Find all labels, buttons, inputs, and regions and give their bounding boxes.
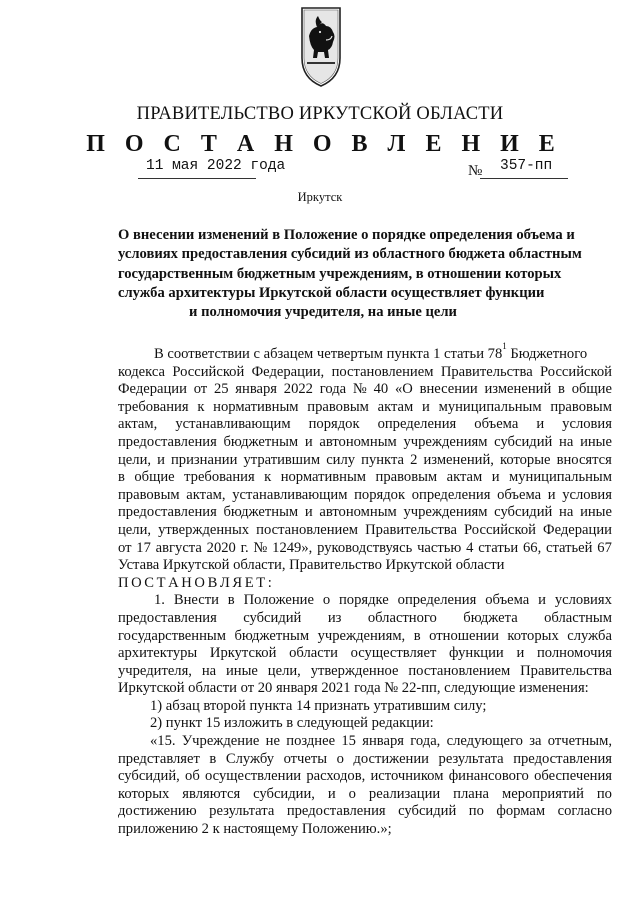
word: внесении <box>419 381 478 398</box>
word: плана <box>453 785 490 802</box>
paragraph-line <box>118 628 612 646</box>
word: и <box>538 592 546 609</box>
word: 2022 <box>283 381 313 398</box>
word: Иркутской <box>209 645 277 662</box>
paragraph-line <box>118 645 612 663</box>
word: Л <box>219 574 233 591</box>
word: утратившим <box>243 451 321 468</box>
word: порядок <box>354 486 406 503</box>
word: отчеты <box>283 750 328 767</box>
paragraph-line <box>118 733 612 751</box>
word: к <box>264 469 272 486</box>
word: актам, <box>186 486 226 503</box>
word: года <box>319 381 347 398</box>
word: 2020 <box>206 539 236 556</box>
document-type-title: П О С Т А Н О В Л Е Н И Е <box>86 131 562 157</box>
word: об <box>185 768 200 785</box>
word: и <box>536 416 545 433</box>
paragraph-line <box>118 399 612 417</box>
word: Н <box>181 574 195 591</box>
word: января <box>362 733 404 750</box>
paragraph-line <box>118 592 612 610</box>
paragraph-line <box>118 452 612 470</box>
list-item: 1) абзац второй пункта 14 признать утратившим силу; <box>150 697 487 714</box>
document-date: 11 мая 2022 года <box>146 158 286 174</box>
word: 4 <box>466 539 474 556</box>
word: о <box>322 592 331 609</box>
word: Службу <box>225 750 275 767</box>
word: А <box>168 574 182 591</box>
word: Правительства <box>440 363 533 380</box>
paragraph-line <box>118 416 612 434</box>
word: пункта <box>361 451 404 468</box>
word: Российской <box>464 521 536 538</box>
paragraph-line <box>118 504 612 522</box>
word: Я <box>232 574 245 591</box>
word: предоставления <box>118 609 217 626</box>
word: финансового <box>448 768 529 785</box>
word: нормативным <box>213 398 299 415</box>
word: Т <box>156 574 169 591</box>
word: по <box>596 785 612 802</box>
title-line: условиях предоставления субсидий из областного бюджета областным <box>118 246 582 263</box>
word: 40 <box>373 381 389 398</box>
word: бюджетным <box>223 504 299 521</box>
word: в <box>413 627 421 644</box>
word: условия <box>562 416 612 433</box>
word: постановлением <box>256 521 359 538</box>
word: г. <box>240 539 249 556</box>
word: функции <box>449 645 504 662</box>
paragraph-line <box>118 663 612 681</box>
superscript: 1 <box>502 341 507 351</box>
word: в <box>118 469 125 486</box>
word: 2 <box>410 451 418 468</box>
word: источником <box>370 768 444 785</box>
word: устанавливающим <box>175 416 291 433</box>
word: Федерации <box>118 381 187 398</box>
word: нормативным <box>280 469 367 486</box>
word: согласно <box>557 803 612 820</box>
word: позднее <box>286 733 336 750</box>
word: 15 <box>341 733 356 750</box>
paragraph-line <box>118 469 612 487</box>
word: объема <box>474 416 519 433</box>
government-name: ПРАВИТЕЛЬСТВО ИРКУТСКОЙ ОБЛАСТИ <box>136 104 504 124</box>
word: которых <box>507 627 559 644</box>
word: силу <box>326 451 356 468</box>
word: в <box>209 750 217 767</box>
word: к <box>197 398 205 415</box>
word: постановлением <box>331 363 434 380</box>
word: утвержденное <box>310 662 399 679</box>
word: «15. <box>150 733 176 750</box>
paragraph-line: приложению 2 к настоящему Положению.»; <box>118 821 392 838</box>
word: областного <box>367 609 437 626</box>
paragraph-line: В соответствии с абзацем четвертым пункта 1 статьи 78 1 Бюджетного <box>154 341 588 362</box>
word: изменений <box>484 381 552 398</box>
word: государственным <box>118 627 226 644</box>
number-underline <box>480 178 568 179</box>
word: О <box>131 574 145 591</box>
word: устанавливающим <box>232 486 348 503</box>
word: порядок <box>308 416 360 433</box>
word: Правительства <box>520 662 612 679</box>
title-line: служба архитектуры Иркутской области осуществляет функции <box>118 284 545 301</box>
word: достижению <box>118 803 197 820</box>
word: 1249», <box>272 539 313 556</box>
word: определения <box>397 592 477 609</box>
word: бюджета <box>463 609 518 626</box>
word: правовым <box>307 398 369 415</box>
document-number: 357-пп <box>500 158 553 174</box>
word: отношении <box>429 627 499 644</box>
word: утвержденных <box>158 521 250 538</box>
paragraph-line <box>118 434 612 452</box>
word: предоставления <box>513 750 612 767</box>
word: результата <box>209 803 275 820</box>
word: П <box>118 574 132 591</box>
paragraph-line <box>118 487 612 505</box>
paragraph-line <box>118 522 612 540</box>
word: Правительства <box>365 521 457 538</box>
word: предоставления <box>286 803 386 820</box>
word: статьи <box>478 539 519 556</box>
word: определения <box>377 416 457 433</box>
word: признании <box>171 451 238 468</box>
word: о <box>348 785 356 802</box>
word: учредителя, <box>118 662 192 679</box>
word: бюджетным <box>234 627 310 644</box>
word: формам <box>496 803 546 820</box>
word: на <box>559 433 574 450</box>
word: 66, <box>522 539 542 556</box>
title-line: и полномочия учредителя, на иные цели <box>189 304 457 321</box>
number-sign: № <box>468 163 483 179</box>
word: учреждениям <box>403 433 488 450</box>
word: архитектуры <box>118 645 198 662</box>
date-underline <box>138 178 256 179</box>
word: расходов, <box>306 768 366 785</box>
word: иные <box>580 504 612 521</box>
word: Е <box>244 574 257 591</box>
word: и <box>304 504 313 521</box>
word: требования <box>118 398 189 415</box>
word: определения <box>411 486 491 503</box>
word: субсидий, <box>118 768 180 785</box>
word: области <box>289 645 338 662</box>
paragraph-line <box>118 751 612 769</box>
word: 1. <box>154 592 165 609</box>
word: частью <box>417 539 462 556</box>
document-body <box>118 341 612 839</box>
word: являются <box>182 785 241 802</box>
word: 67 <box>597 539 612 556</box>
word: цели, <box>118 521 152 538</box>
word: субсидий <box>243 609 302 626</box>
word: которые <box>499 451 551 468</box>
word: 17 <box>136 539 151 556</box>
word: 25 <box>213 381 229 398</box>
word: от <box>193 381 208 398</box>
word: правовым <box>550 398 612 415</box>
word: обеспечения <box>534 768 612 785</box>
word: правовым <box>118 486 180 503</box>
paragraph-line: Иркутской области от 20 января 2021 года № 22-пп, следующие изменения: <box>118 680 589 697</box>
word: порядке <box>339 592 389 609</box>
paragraph-line <box>118 768 612 786</box>
word: субсидии, <box>253 785 315 802</box>
word: автономным <box>319 504 397 521</box>
word: достижении <box>353 750 429 767</box>
word: условиях <box>554 592 612 609</box>
word: условия <box>562 486 612 503</box>
word: субсидий <box>398 803 457 820</box>
word: января <box>235 381 278 398</box>
paragraph-line <box>118 610 612 628</box>
word: отчетным, <box>547 733 612 750</box>
word: не <box>265 733 280 750</box>
word: мероприятий <box>501 785 584 802</box>
word: и <box>422 398 430 415</box>
word: муниципальным <box>509 469 612 486</box>
word: предоставления <box>118 504 217 521</box>
word: Федерации <box>543 521 612 538</box>
coat-of-arms-emblem <box>298 6 344 90</box>
word: результата <box>438 750 504 767</box>
word: на <box>559 504 574 521</box>
word: по <box>468 803 484 820</box>
word: областным <box>544 609 612 626</box>
list-item: 2) пункт 15 изложить в следующей редакции: <box>150 715 434 732</box>
word: правовым <box>375 469 438 486</box>
word: полномочия <box>536 645 612 662</box>
word: актам, <box>118 416 158 433</box>
word: вносятся <box>556 451 612 468</box>
word: руководствуясь <box>317 539 413 556</box>
word: в <box>227 592 235 609</box>
word: муниципальным <box>438 398 542 415</box>
city-name: Иркутск <box>297 190 343 204</box>
paragraph-line <box>118 803 612 821</box>
word: Российской <box>172 363 245 380</box>
word: субсидий <box>494 504 553 521</box>
word: Учреждение <box>181 733 260 750</box>
word: субсидий <box>494 433 553 450</box>
word: постановлением <box>408 662 511 679</box>
paragraph-line <box>118 786 612 804</box>
word: «О <box>394 381 413 398</box>
title-line: О внесении изменений в Положение о порядке определения объема и <box>118 227 575 243</box>
word: учреждениям, <box>317 627 406 644</box>
word: года, <box>410 733 441 750</box>
word: автономным <box>319 433 397 450</box>
paragraph-line <box>118 364 612 382</box>
paragraph-line <box>118 381 612 399</box>
decree-word <box>118 575 612 593</box>
word: требования <box>184 469 255 486</box>
word: Положение <box>243 592 314 609</box>
word: актам <box>446 469 483 486</box>
word: осуществлении <box>205 768 302 785</box>
title-line: государственным бюджетным учреждениям, в отношении которых <box>118 265 562 282</box>
word: № <box>253 539 268 556</box>
word: и <box>327 785 336 802</box>
word: учреждениям <box>403 504 488 521</box>
word: осуществляет <box>350 645 437 662</box>
word: объема <box>485 592 530 609</box>
word: о <box>336 750 344 767</box>
word: С <box>144 574 157 591</box>
word: В <box>207 574 220 591</box>
word: следующего <box>446 733 523 750</box>
word: изменений, <box>423 451 494 468</box>
word: общие <box>571 381 612 398</box>
word: иные <box>580 433 612 450</box>
word: Т: <box>256 574 275 591</box>
word: которых <box>118 785 170 802</box>
word: Внести <box>173 592 219 609</box>
word: иные <box>226 662 258 679</box>
word: О <box>194 574 208 591</box>
word: и <box>547 486 556 503</box>
word: августа <box>155 539 202 556</box>
word: от <box>118 539 132 556</box>
word: цели, <box>118 451 152 468</box>
word: служба <box>567 627 612 644</box>
word: на <box>201 662 217 679</box>
word: объема <box>497 486 542 503</box>
word: статьей <box>546 539 593 556</box>
word: Российской <box>540 363 612 380</box>
paragraph-line: Устава Иркутской области, Правительство Иркутской области <box>118 557 505 574</box>
word: кодекса <box>118 363 165 380</box>
word: и <box>304 433 313 450</box>
word: из <box>327 609 342 626</box>
word: и <box>491 469 500 486</box>
word: реализации <box>368 785 441 802</box>
word: за <box>529 733 542 750</box>
word: представляет <box>118 750 200 767</box>
word: и <box>516 645 525 662</box>
word: и <box>157 451 165 468</box>
document-title <box>118 226 582 322</box>
word: Федерации, <box>251 363 325 380</box>
word: предоставления <box>118 433 217 450</box>
word: в <box>558 381 565 398</box>
word: общие <box>134 469 175 486</box>
word: цели, <box>267 662 301 679</box>
word: актам <box>377 398 414 415</box>
paragraph-line <box>118 540 612 558</box>
word: бюджетным <box>223 433 299 450</box>
word: № <box>352 381 367 398</box>
